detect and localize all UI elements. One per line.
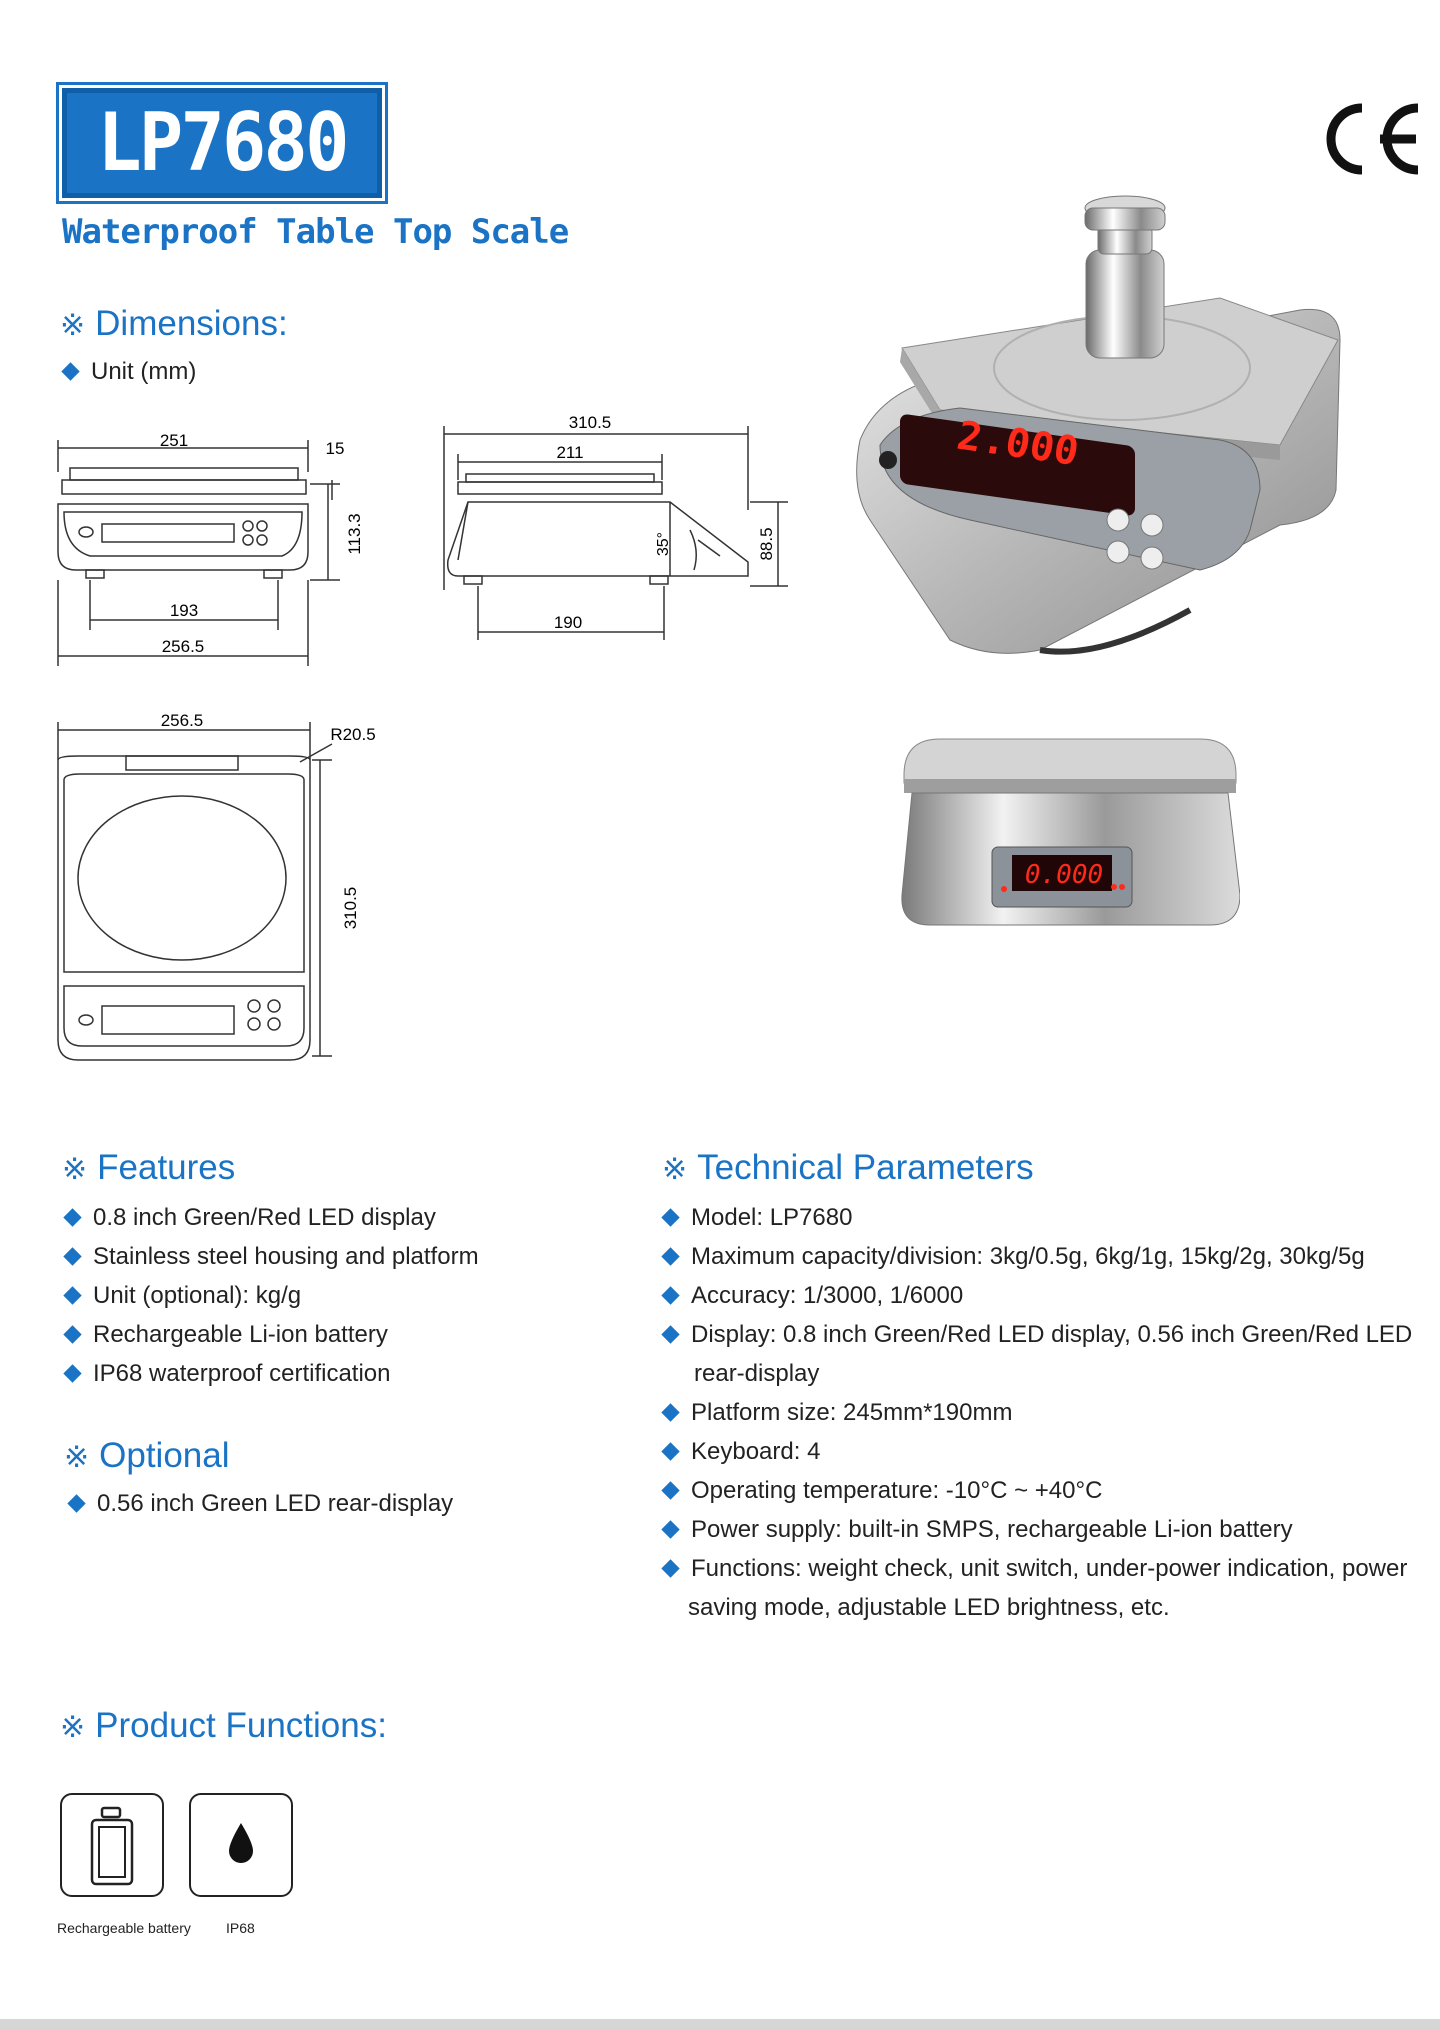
diamond-bullet-icon [67, 1494, 85, 1512]
list-item: Functions: weight check, unit switch, under-power indication, power [660, 1549, 1412, 1588]
front-platform-thickness: 15 [325, 439, 345, 458]
optional-list [66, 1484, 453, 1523]
diamond-bullet-icon [63, 1325, 81, 1343]
reference-mark-icon: ※ [60, 309, 86, 342]
diamond-bullet-icon [661, 1286, 679, 1304]
diamond-bullet-icon [661, 1559, 679, 1577]
ip68-function-badge [189, 1793, 293, 1897]
list-item-continuation: rear-display [694, 1360, 820, 1387]
side-feet-span: 190 [553, 613, 583, 632]
side-view-drawing [438, 410, 798, 640]
diamond-bullet-icon [63, 1208, 81, 1226]
list-item: Platform size: 245mm*190mm [660, 1393, 1412, 1432]
diamond-bullet-icon [661, 1325, 679, 1343]
list-item: Keyboard: 4 [660, 1432, 1412, 1471]
list-item: Rechargeable Li-ion battery [62, 1315, 479, 1354]
diamond-bullet-icon [661, 1481, 679, 1499]
front-top-width: 251 [159, 431, 189, 450]
technical-title: ※ Technical Parameters [662, 1148, 1034, 1187]
front-view-drawing [50, 420, 390, 675]
list-item: Operating temperature: -10°C ~ +40°C [660, 1471, 1412, 1510]
diamond-bullet-icon [661, 1442, 679, 1460]
side-display-angle: 35° [655, 531, 672, 557]
list-item-continuation: saving mode, adjustable LED brightness, etc. [688, 1594, 1170, 1621]
bottom-divider [0, 2019, 1440, 2029]
rear-led-reading: 0.000 [1024, 860, 1104, 890]
model-logo [62, 88, 382, 198]
top-view-drawing [50, 700, 390, 1070]
top-corner-radius: R20.5 [330, 725, 376, 744]
product-photo-rear [900, 735, 1240, 935]
main-led-reading: 2.000 [958, 412, 1079, 476]
product-photo-main [840, 190, 1350, 660]
list-item: Power supply: built-in SMPS, rechargeable Li-ion battery [660, 1510, 1412, 1549]
features-title: ※ Features [62, 1148, 236, 1187]
scale-key-icon [1107, 509, 1129, 531]
diamond-bullet-icon [61, 362, 79, 380]
ce-mark-icon [1312, 98, 1424, 180]
water-drop-icon [191, 1795, 291, 1895]
technical-list [660, 1198, 1412, 1627]
reference-mark-icon: ※ [64, 1441, 90, 1474]
list-item: Accuracy: 1/3000, 1/6000 [660, 1276, 1412, 1315]
list-item: IP68 waterproof certification [62, 1354, 479, 1393]
reference-mark-icon: ※ [60, 1711, 86, 1744]
battery-function-label: Rechargeable battery [57, 1920, 191, 1936]
product-subtitle: Waterproof Table Top Scale [62, 212, 569, 252]
diamond-bullet-icon [661, 1520, 679, 1538]
diamond-bullet-icon [661, 1247, 679, 1265]
diamond-bullet-icon [661, 1403, 679, 1421]
product-functions-title: ※ Product Functions: [60, 1706, 387, 1745]
scale-key-icon [1107, 541, 1129, 563]
list-item: Display: 0.8 inch Green/Red LED display, 0.56 inch Green/Red LED [660, 1315, 1412, 1354]
list-item: Model: LP7680 [660, 1198, 1412, 1237]
front-base-width: 256.5 [161, 637, 205, 656]
side-height: 88.5 [757, 527, 776, 561]
list-item: 0.8 inch Green/Red LED display [62, 1198, 479, 1237]
diamond-bullet-icon [661, 1208, 679, 1226]
top-depth: 310.5 [341, 886, 360, 930]
side-platform-depth: 211 [556, 443, 584, 462]
optional-title: ※ Optional [64, 1436, 230, 1475]
list-item: Maximum capacity/division: 3kg/0.5g, 6kg/1g, 15kg/2g, 30kg/5g [660, 1237, 1412, 1276]
front-feet-span: 193 [169, 601, 199, 620]
list-item: Unit (optional): kg/g [62, 1276, 479, 1315]
battery-icon [62, 1795, 162, 1895]
front-height: 113.3 [345, 513, 364, 555]
scale-key-icon [1141, 514, 1163, 536]
list-item: Stainless steel housing and platform [62, 1237, 479, 1276]
unit-label: Unit (mm) [60, 352, 196, 391]
ip68-function-label: IP68 [226, 1920, 255, 1936]
reference-mark-icon: ※ [62, 1153, 88, 1186]
list-item: 0.56 inch Green LED rear-display [66, 1484, 453, 1523]
features-list [62, 1198, 479, 1393]
top-width: 256.5 [160, 711, 204, 730]
diamond-bullet-icon [63, 1286, 81, 1304]
battery-function-badge [60, 1793, 164, 1897]
side-overall-depth: 310.5 [568, 413, 612, 432]
model-logo-text: LP7680 [97, 96, 347, 189]
diamond-bullet-icon [63, 1247, 81, 1265]
dimensions-title: ※ Dimensions: [60, 304, 288, 343]
reference-mark-icon: ※ [662, 1153, 688, 1186]
scale-key-icon [1141, 547, 1163, 569]
diamond-bullet-icon [63, 1364, 81, 1382]
